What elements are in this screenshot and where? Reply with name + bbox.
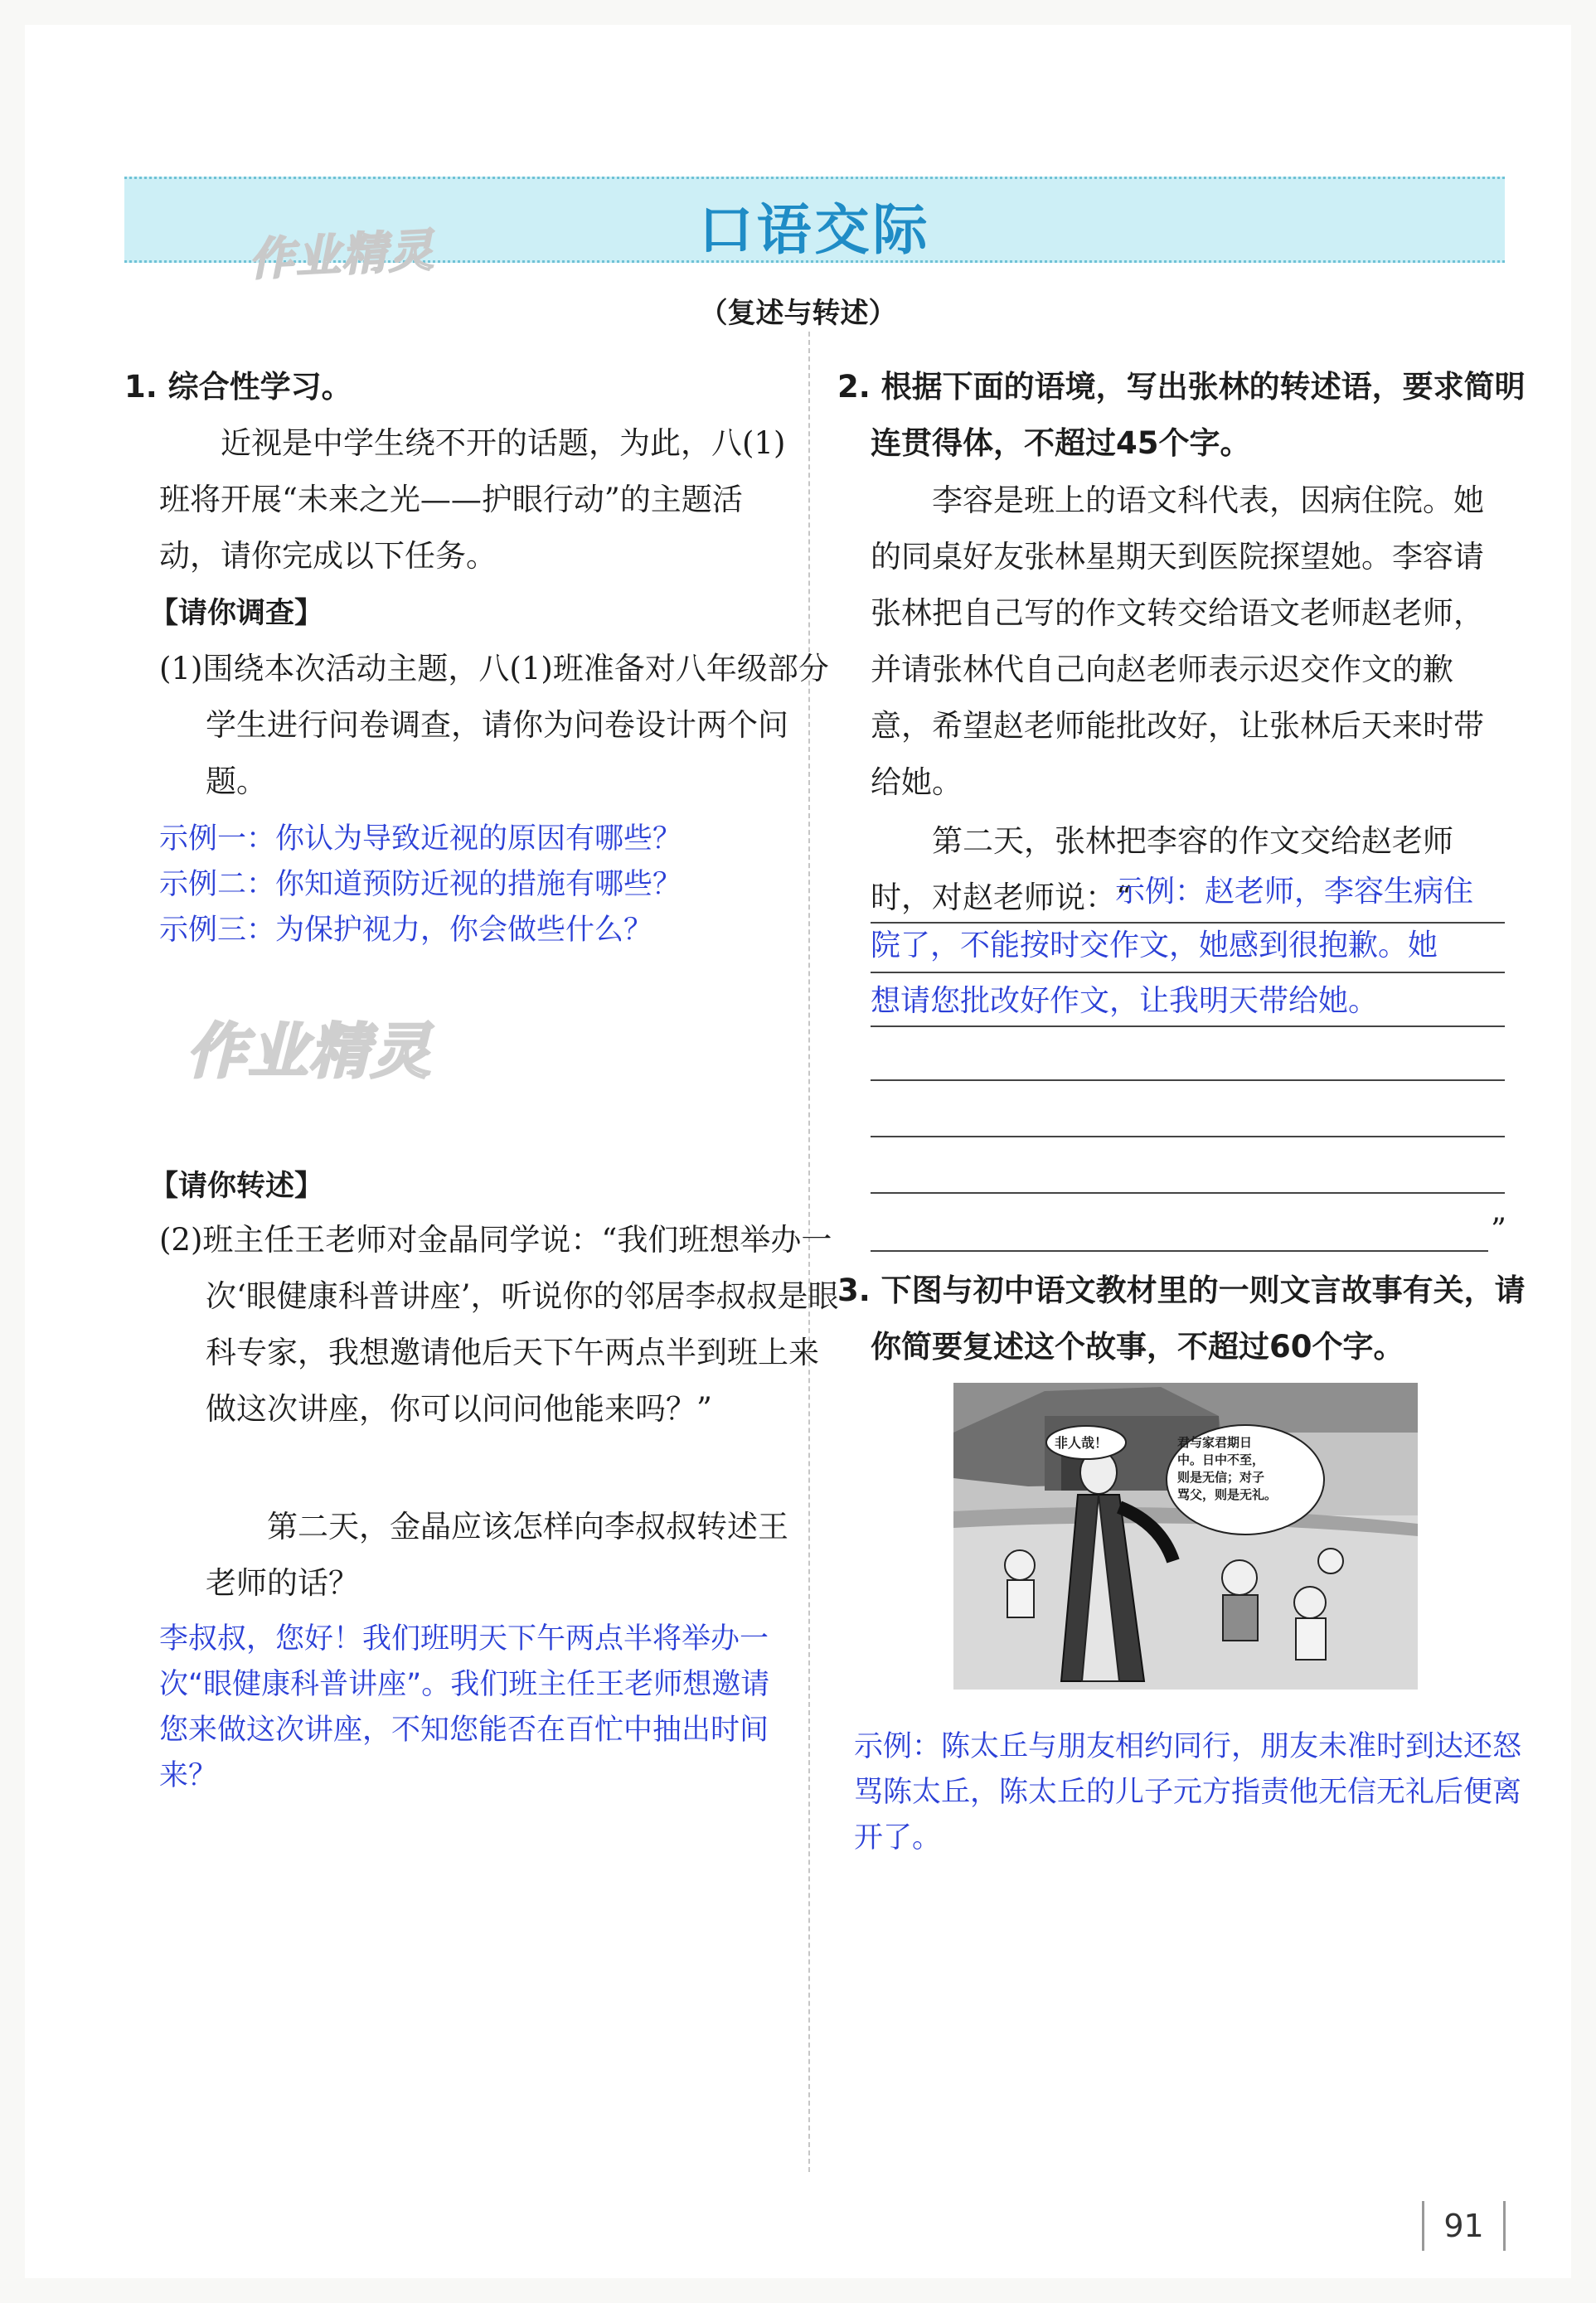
- answer-2-line-1: 示例：赵老师，李容生病住: [1115, 875, 1474, 909]
- section-relay-heading: 【请你转述】: [149, 1170, 324, 1203]
- answer-1-relay: 李叔叔，您好！我们班明天下午两点半将举办一次“眼健康科普讲座”。我们班主任王老师想邀请您来做这次讲座，不知您能否在百忙中抽出时间来？: [159, 1622, 770, 1792]
- page-number: 91: [1422, 2201, 1506, 2251]
- question-1-title: 1. 综合性学习。: [124, 369, 352, 405]
- answer-1-example-1: 示例一：你认为导致近视的原因有哪些？: [159, 822, 682, 856]
- answer-line: [871, 1250, 1488, 1252]
- question-1-item-2-ask: 第二天，金晶应该怎样向李叔叔转述王老师的话？: [206, 1509, 788, 1601]
- speech-bubble-2: [1177, 1434, 1318, 1504]
- question-1-intro: 近视是中学生绕不开的话题，为此，八(1)班将开展“未来之光——护眼行动”的主题活动，请你完成以下任务。: [159, 425, 786, 574]
- section-investigate-heading: 【请你调查】: [149, 597, 324, 630]
- speech-bubble-1: 非人哉！: [1055, 1435, 1108, 1451]
- question-2-context: 李容是班上的语文科代表，因病住院。她的同桌好友张林星期天到医院探望她。李容请张林把自己写的作文转交给语文老师赵老师，并请张林代自己向赵老师表示迟交作文的歉意，希望赵老师能批改好，让张林后天来时带给她。: [871, 482, 1484, 800]
- speech-bubble-2-line: 则是无信；对子: [1177, 1470, 1265, 1485]
- answer-line: [871, 1025, 1505, 1027]
- watermark-logo: 作业精灵: [247, 224, 436, 286]
- speech-bubble-2-line: 中。日中不至，: [1177, 1452, 1265, 1467]
- story-illustration: [953, 1383, 1418, 1690]
- section-subtitle: （复述与转述）: [699, 297, 897, 330]
- answer-1-example-3: 示例三：为保护视力，你会做些什么？: [159, 914, 653, 947]
- section-title: 口语交际: [698, 198, 931, 262]
- answer-1-example-2: 示例二：你知道预防近视的措施有哪些？: [159, 868, 682, 901]
- story-illustration-drawing: [953, 1383, 1418, 1690]
- answer-line: [871, 1192, 1505, 1194]
- question-3-title: 3. 下图与初中语文教材里的一则文言故事有关，请你简要复述这个故事，不超过60个字。: [837, 1273, 1526, 1365]
- answer-3-story: 示例：陈太丘与朋友相约同行，朋友未准时到达还怒骂陈太丘，陈太丘的儿子元方指责他无信无礼后便离开了。: [854, 1730, 1522, 1855]
- speech-bubble-2-line: 骂父，则是无礼。: [1177, 1487, 1278, 1502]
- question-1-item-1: (1)围绕本次活动主题，八(1)班准备对八年级部分学生进行问卷调查，请你为问卷设计两个问题。: [159, 651, 829, 799]
- question-2-lead: 第二天，张林把李容的作文交给赵老师时，对赵老师说：“: [871, 823, 1453, 915]
- answer-2-line-2: 院了，不能按时交作文，她感到很抱歉。她: [871, 928, 1438, 962]
- answer-2-line-3: 想请您批改好作文，让我明天带给她。: [871, 984, 1379, 1018]
- answer-line: [871, 972, 1505, 973]
- answer-line: [871, 1136, 1505, 1137]
- watermark-logo: 作业精灵: [187, 1016, 433, 1086]
- speech-bubble-2-line: 君与家君期日: [1177, 1435, 1253, 1450]
- closing-quote: ”: [1491, 1212, 1506, 1248]
- answer-1-list: [159, 817, 798, 953]
- question-1-item-2: (2)班主任王老师对金晶同学说：“我们班想举办一次‘眼健康科普讲座’，听说你的邻居李叔叔是眼科专家，我想邀请他后天下午两点半到班上来做这次讲座，你可以问问他能来吗？”: [159, 1222, 839, 1427]
- question-2-title: 2. 根据下面的语境，写出张林的转述语，要求简明连贯得体，不超过45个字。: [837, 369, 1526, 461]
- answer-line: [871, 1079, 1505, 1081]
